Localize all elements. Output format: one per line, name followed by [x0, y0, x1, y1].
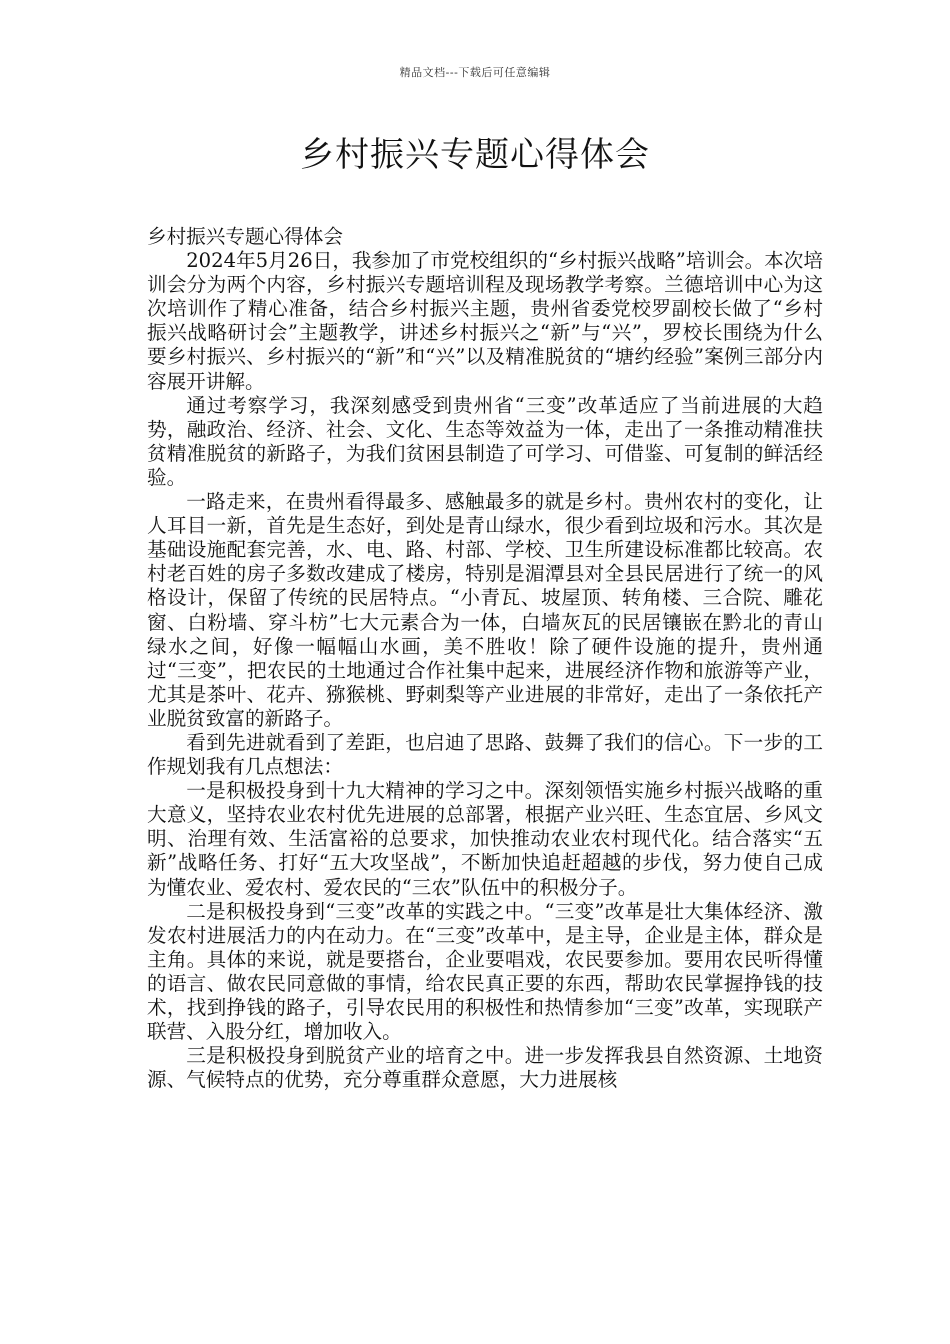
paragraph: 一是积极投身到十九大精神的学习之中。深刻领悟实施乡村振兴战略的重大意义，坚持农业农村优先进展的总部署，根据产业兴旺、生态宜居、乡风文明、治理有效、生活富裕的总要求，加快推动农业农村现代化。结合落实“五新”战略任务、打好“五大攻坚战”，不断加快追赶超越的步伐，努力使自己成为懂农业、爱农村、爱农民的“三农”队伍中的积极分子。	[147, 779, 823, 899]
paragraph: 2024年5月26日，我参加了市党校组织的“乡村振兴战略”培训会。本次培训会分为两个内容，乡村振兴专题培训程及现场教学考察。兰德培训中心为这次培训作了精心准备，结合乡村振兴主题，贵州省委党校罗副校长做了“乡村振兴战略研讨会”主题教学，讲述乡村振兴之“新”与“兴”，罗校长围绕为什么要乡村振兴、乡村振兴的“新”和“兴”以及精准脱贫的“塘约经验”案例三部分内容展开讲解。	[147, 249, 823, 393]
header-note: 精品文档---下载后可任意编辑	[399, 66, 551, 79]
document-subtitle: 乡村振兴专题心得体会	[147, 225, 343, 248]
document-body	[147, 225, 823, 1092]
paragraph: 一路走来，在贵州看得最多、感触最多的就是乡村。贵州农村的变化，让人耳目一新，首先是生态好，到处是青山绿水，很少看到垃圾和污水。其次是基础设施配套完善，水、电、路、村部、学校、卫生所建设标准都比较高。农村老百姓的房子多数改建成了楼房，特别是湄潭县对全县民居进行了统一的风格设计，保留了传统的民居特点。“小青瓦、坡屋顶、转角楼、三合院、雕花窗、白粉墙、穿斗枋”七大元素合为一体，白墙灰瓦的民居镶嵌在黔北的青山绿水之间，好像一幅幅山水画，美不胜收！除了硬件设施的提升，贵州通过“三变”，把农民的土地通过合作社集中起来，进展经济作物和旅游等产业，尤其是茶叶、花卉、猕猴桃、野刺梨等产业进展的非常好，走出了一条依托产业脱贫致富的新路子。	[147, 490, 823, 730]
paragraph: 通过考察学习，我深刻感受到贵州省“三变”改革适应了当前进展的大趋势，融政治、经济、社会、文化、生态等效益为一体，走出了一条推动精准扶贫精准脱贫的新路子，为我们贫困县制造了可学习、可借鉴、可复制的鲜活经验。	[147, 393, 823, 489]
paragraph: 三是积极投身到脱贫产业的培育之中。进一步发挥我县自然资源、土地资源、气候特点的优势，充分尊重群众意愿，大力进展核	[147, 1044, 823, 1092]
paragraph: 看到先进就看到了差距，也启迪了思路、鼓舞了我们的信心。下一步的工作规划我有几点想法：	[147, 730, 823, 779]
document-title: 乡村振兴专题心得体会	[300, 135, 650, 175]
paragraph: 二是积极投身到“三变”改革的实践之中。“三变”改革是壮大集体经济、激发农村进展活力的内在动力。在“三变”改革中，是主导，企业是主体，群众是主角。具体的来说，就是要搭台，企业要唱戏，农民要参加。要用农民听得懂的语言、做农民同意做的事情，给农民真正要的东西，帮助农民掌握挣钱的技术，找到挣钱的路子，引导农民用的积极性和热情参加“三变”改革，实现联产联营、入股分红，增加收入。	[147, 899, 823, 1044]
